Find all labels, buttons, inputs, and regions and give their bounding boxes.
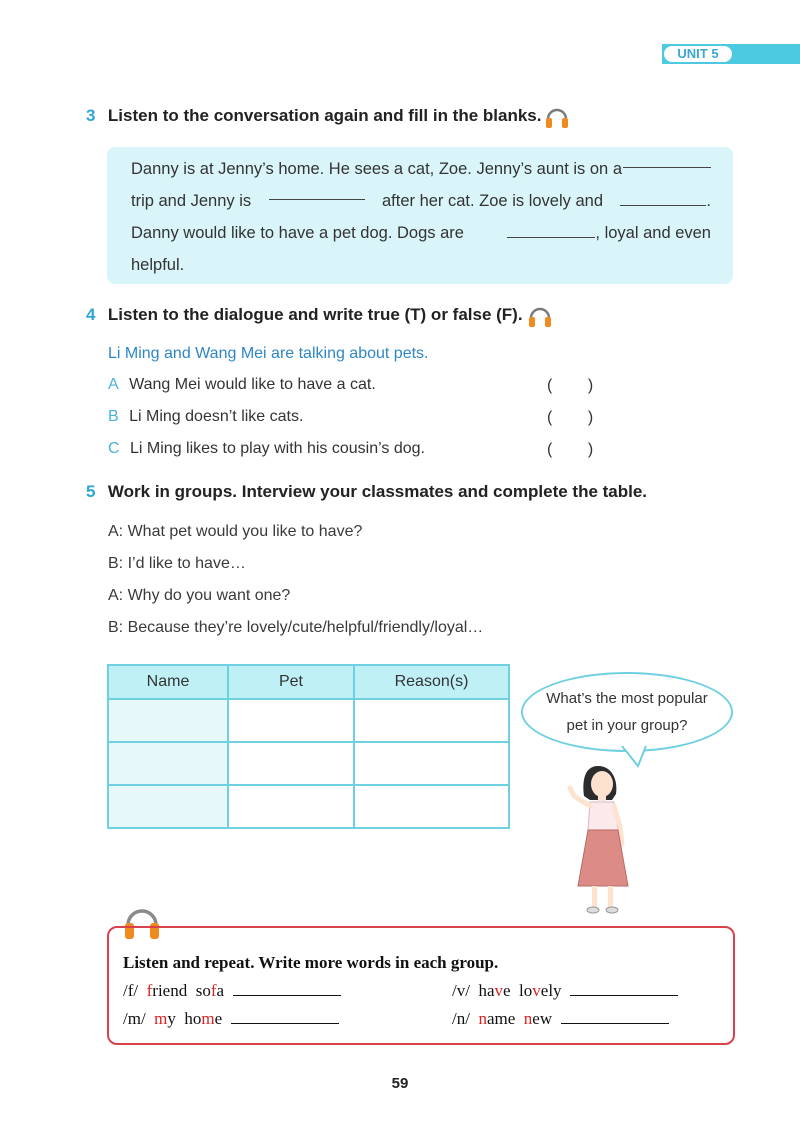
write-line[interactable] <box>561 1009 669 1024</box>
dialogue-line-2: B: I’d like to have… <box>108 555 246 572</box>
reasons-cell[interactable] <box>354 699 509 742</box>
answer-paren-c[interactable]: ( ) <box>547 441 594 458</box>
q4-title: Listen to the dialogue and write true (T) or false (F). <box>107 305 523 324</box>
answer-paren-b[interactable]: ( ) <box>547 409 594 426</box>
page-number: 59 <box>391 1075 409 1092</box>
table-row <box>108 699 509 742</box>
name-cell[interactable] <box>108 699 228 742</box>
headphones-icon[interactable] <box>527 303 553 329</box>
blank-2[interactable] <box>269 185 365 200</box>
header-name: Name <box>108 665 228 699</box>
q3-line-3: Danny would like to have a pet dog. Dogs are , loyal and even <box>131 224 711 242</box>
blank-3[interactable] <box>620 191 706 206</box>
unit-badge: UNIT 5 <box>662 44 734 64</box>
dialogue-line-3: A: Why do you want one? <box>108 587 291 604</box>
pet-cell[interactable] <box>228 699 354 742</box>
dialogue-line-1: A: What pet would you like to have? <box>108 523 363 540</box>
phonics-m-row: /m/ my home <box>123 1009 339 1029</box>
headphones-icon[interactable] <box>544 104 570 130</box>
q4-item-c: C Li Ming likes to play with his cousin’s dog. <box>108 440 425 457</box>
name-cell[interactable] <box>108 785 228 828</box>
q5-number: 5 <box>86 482 96 501</box>
answer-paren-a[interactable]: ( ) <box>547 377 594 394</box>
dialogue-line-4: B: Because they’re lovely/cute/helpful/friendly/loyal… <box>108 619 484 636</box>
q3-line-4: helpful. <box>131 256 185 274</box>
q3-title: Listen to the conversation again and fill in the blanks. <box>107 106 542 125</box>
header-pet: Pet <box>228 665 354 699</box>
phonics-n-row: /n/ name new <box>452 1009 669 1029</box>
phonics-f-row: /f/ friend sofa <box>123 981 341 1001</box>
blank-1[interactable] <box>623 153 711 168</box>
write-line[interactable] <box>231 1009 339 1024</box>
phonics-v-row: /v/ have lovely <box>452 981 678 1001</box>
table-row <box>108 742 509 785</box>
q4-item-a: A Wang Mei would like to have a cat. <box>108 376 376 393</box>
pet-cell[interactable] <box>228 785 354 828</box>
q4-item-b: B Li Ming doesn’t like cats. <box>108 408 304 425</box>
blank-4[interactable] <box>507 223 595 238</box>
q3-number: 3 <box>86 106 96 125</box>
girl-illustration <box>560 760 650 920</box>
q4-number: 4 <box>86 305 96 324</box>
write-line[interactable] <box>233 981 341 996</box>
header-reasons: Reason(s) <box>354 665 509 699</box>
q4-intro: Li Ming and Wang Mei are talking about pets. <box>108 345 429 362</box>
phonics-title: Listen and repeat. Write more words in each group. <box>123 953 499 972</box>
reasons-cell[interactable] <box>354 742 509 785</box>
q3-line-1: Danny is at Jenny’s home. He sees a cat, Zoe. Jenny’s aunt is on a <box>131 153 711 185</box>
q5-title: Work in groups. Interview your classmates and complete the table. <box>107 482 648 501</box>
q4-heading <box>86 305 523 325</box>
q5-heading <box>86 482 647 502</box>
reasons-cell[interactable] <box>354 785 509 828</box>
q3-passage <box>131 153 711 281</box>
write-line[interactable] <box>570 981 678 996</box>
interview-table <box>107 664 510 829</box>
speech-bubble: What’s the most popular pet in your group? <box>521 672 733 752</box>
table-row <box>108 785 509 828</box>
pet-cell[interactable] <box>228 742 354 785</box>
q3-heading <box>86 106 542 126</box>
name-cell[interactable] <box>108 742 228 785</box>
q3-line-2: trip and Jenny is after her cat. Zoe is lovely and . <box>131 185 711 217</box>
